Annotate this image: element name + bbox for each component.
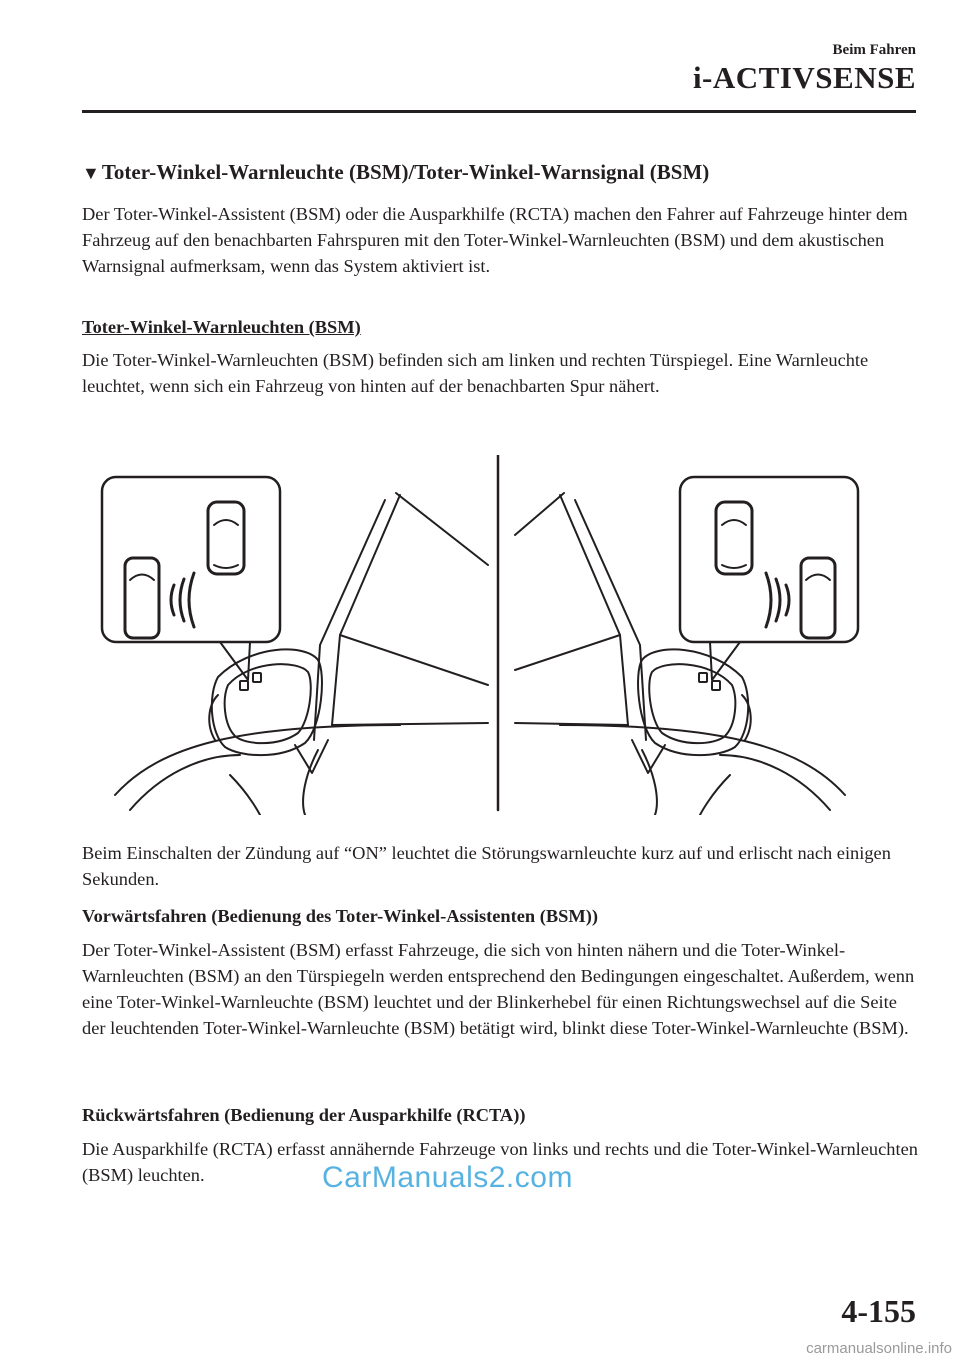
ignition-paragraph: Beim Einschalten der Zündung auf “ON” leuchtet die Störungswarnleuchte kurz auf und erlischt nach einigen Sekunden. [82, 843, 891, 889]
chapter-label: Beim Fahren [832, 42, 916, 58]
header-rule [82, 110, 916, 113]
mirror-illustration [100, 455, 860, 815]
lights-paragraph: Die Toter-Winkel-Warnleuchten (BSM) befinden sich am linken und rechten Türspiegel. Eine Warnleuchte leuchtet, wenn sich ein Fahrzeug von hinten auf der benachbarten Spur nähert. [82, 350, 869, 396]
right-mirror-view [515, 477, 858, 815]
section-heading [82, 160, 709, 185]
reverse-paragraph: Die Ausparkhilfe (RCTA) erfasst annähernde Fahrzeuge von links und rechts und die Toter-Winkel-Warnleuchten (BSM) leuchten. [82, 1139, 918, 1185]
triangle-down-icon: ▼ [82, 163, 100, 183]
footer-link[interactable]: carmanualsonline.info [806, 1340, 952, 1357]
page-title: i-ACTIVSENSE [692, 60, 916, 95]
section-heading-text: Toter-Winkel-Warnleuchte (BSM)/Toter-Winkel-Warnsignal (BSM) [101, 160, 710, 184]
intro-paragraph: Der Toter-Winkel-Assistent (BSM) oder die Ausparkhilfe (RCTA) machen den Fahrer auf Fahrzeuge hinter dem Fahrzeug auf den benachbarten Fahrspuren mit den Toter-Winkel-Warnleuchten (BSM) und dem akustischen Warnsignal aufmerksam, wenn das System aktiviert ist. [82, 204, 908, 276]
page-number: 4-155 [841, 1293, 916, 1329]
watermark-logo: CarManuals2.com [322, 1161, 573, 1194]
forward-subheading: Vorwärtsfahren (Bedienung des Toter-Winkel-Assistenten (BSM)) [82, 906, 598, 926]
lights-subheading: Toter-Winkel-Warnleuchten (BSM) [82, 317, 361, 337]
forward-paragraph: Der Toter-Winkel-Assistent (BSM) erfasst Fahrzeuge, die sich von hinten nähern und die Toter-Winkel-Warnleuchten (BSM) an den Türspiegeln werden entsprechend den Bedingungen eingeschaltet. Außerdem, wenn eine Toter-Winkel-Warnleuchte (BSM) leuchtet und der Blinkerhebel für einen Richtungswechsel auf die Seite der leuchtenden Toter-Winkel-Warnleuchte (BSM) betätigt wird, blinkt diese Toter-Winkel-Warnleuchte (BSM). [82, 940, 915, 1038]
reverse-subheading: Rückwärtsfahren (Bedienung der Ausparkhilfe (RCTA)) [82, 1105, 526, 1125]
left-mirror-view [102, 477, 488, 815]
